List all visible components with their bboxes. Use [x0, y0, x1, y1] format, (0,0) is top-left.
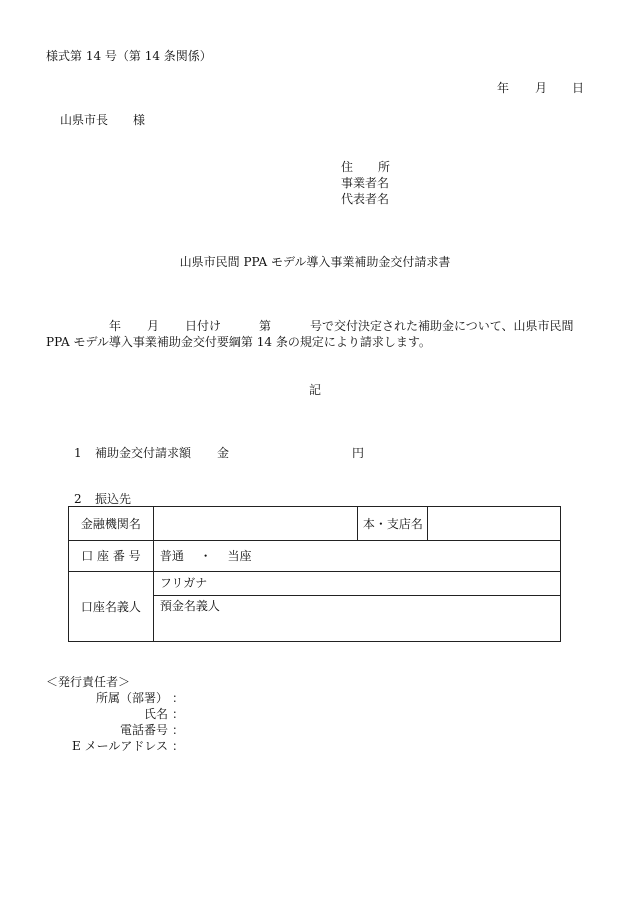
applicant-business-name-label: 事業者名	[341, 176, 390, 190]
applicant-address-label-a: 住	[341, 160, 354, 174]
body-number-prefix: 第	[259, 319, 272, 333]
item1-unit: 円	[352, 446, 365, 460]
body-month-label: 月	[147, 319, 160, 333]
issuer-department-label: 所属（部署）	[95, 691, 168, 705]
body-date-suffix: 日付け	[185, 319, 222, 333]
account-type-separator: ・	[199, 549, 212, 563]
bank-row-holder	[69, 572, 561, 642]
holder-value-cell	[153, 572, 560, 642]
date-month-label: 月	[535, 81, 548, 95]
body-line1-rest: 号で交付決定された補助金について、山県市民間	[310, 319, 574, 333]
body-line2: PPA モデル導入事業補助金交付要綱第 14 条の規定により請求します。	[46, 335, 431, 349]
issuer-phone-label: 電話番号	[119, 723, 168, 737]
issuer-phone-colon: ：	[172, 723, 185, 737]
item2-number: 2	[74, 492, 82, 506]
applicant-representative-label: 代表者名	[341, 192, 390, 206]
issuer-department-colon: ：	[172, 691, 185, 705]
issuer-name-label: 氏名	[143, 707, 168, 721]
account-type-current[interactable]: 当座	[227, 549, 252, 563]
item1-label: 補助金交付請求額	[95, 446, 192, 460]
holder-name-row[interactable]	[154, 596, 560, 640]
issuer-name-colon: ：	[172, 707, 185, 721]
issuer-email-label: E メールアドレス	[72, 739, 168, 753]
addressee-mayor: 山県市長	[60, 113, 109, 127]
item2-label: 振込先	[95, 492, 132, 506]
holder-label: 口座名義人	[69, 572, 154, 642]
account-number-value-cell[interactable]	[153, 541, 560, 572]
institution-label: 金融機関名	[69, 507, 154, 541]
item1-number: 1	[74, 446, 82, 460]
furigana-label: フリガナ	[159, 576, 208, 590]
account-number-label: 口 座 番 号	[69, 541, 154, 572]
institution-value-cell[interactable]	[153, 507, 358, 541]
date-year-label: 年	[497, 81, 510, 95]
date-day-label: 日	[572, 81, 585, 95]
furigana-row[interactable]	[154, 572, 560, 596]
bank-transfer-table	[68, 506, 561, 642]
ki-heading: 記	[308, 383, 321, 397]
account-type-ordinary[interactable]: 普通	[159, 549, 184, 563]
branch-value-cell[interactable]	[428, 507, 561, 541]
bank-row-account-number	[69, 541, 561, 572]
form-number: 様式第 14 号（第 14 条関係）	[46, 49, 212, 63]
bank-row-institution	[69, 507, 561, 541]
issuer-header: ＜発行責任者＞	[46, 675, 131, 689]
addressee-honorific: 様	[133, 113, 146, 127]
branch-label: 本・支店名	[358, 507, 428, 541]
applicant-address-label-b: 所	[378, 160, 391, 174]
holder-name-label: 預金名義人	[159, 599, 220, 613]
item1-prefix: 金	[217, 446, 230, 460]
issuer-email-colon: ：	[172, 739, 185, 753]
body-year-label: 年	[109, 319, 122, 333]
document-title: 山県市民間 PPA モデル導入事業補助金交付請求書	[179, 255, 451, 269]
